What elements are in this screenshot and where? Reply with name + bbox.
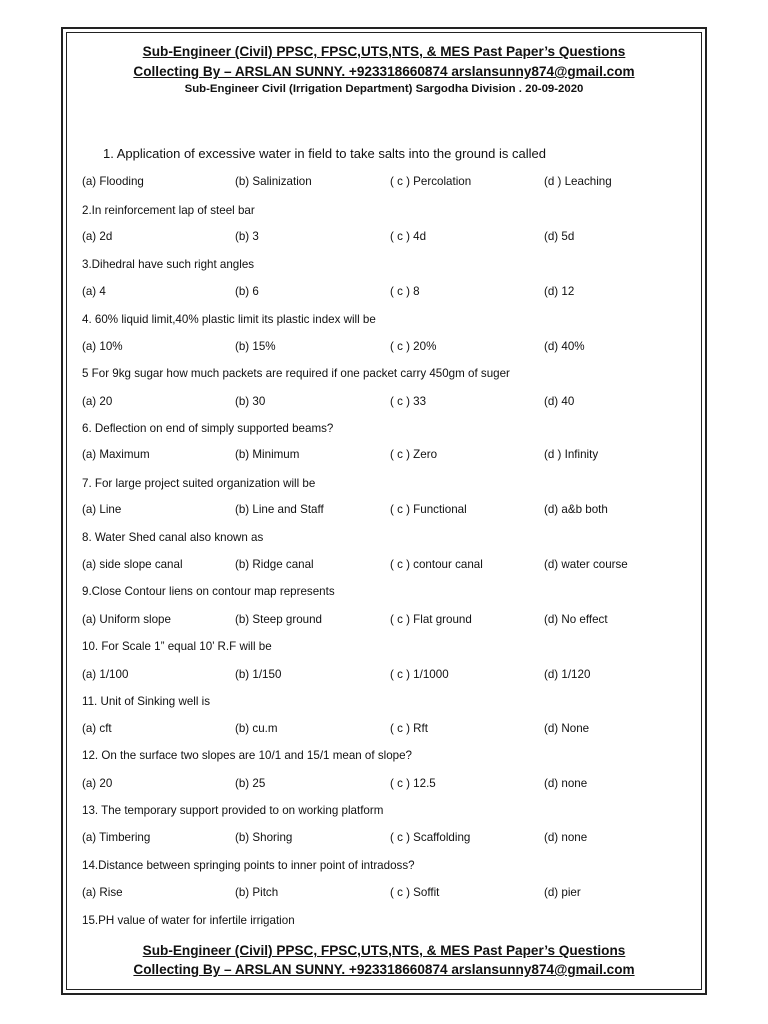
option-b: (b) Line and Staff — [235, 503, 324, 516]
options-row — [0, 777, 768, 793]
question-15: 15.PH value of water for infertile irrigation — [82, 914, 295, 927]
option-b: (b) Salinization — [235, 175, 312, 188]
option-d: (d) None — [544, 722, 590, 735]
options-row — [0, 722, 768, 738]
option-d: (d) 40% — [544, 340, 585, 353]
footer-collector: Collecting By – ARSLAN SUNNY. +923318660874 arslansunny874@gmail.com — [133, 962, 635, 977]
question-9: 9.Close Contour liens on contour map represents — [82, 585, 335, 598]
header-title: Sub-Engineer (Civil) PPSC, FPSC,UTS,NTS, & MES Past Paper’s Questions — [142, 44, 626, 59]
option-c: ( c ) Functional — [390, 503, 467, 516]
option-d: (d) 5d — [544, 230, 575, 243]
question-1: 1. Application of excessive water in field to take salts into the ground is called — [103, 146, 546, 161]
option-b: (b) cu.m — [235, 722, 278, 735]
option-a: (a) 2d — [82, 230, 113, 243]
question-11: 11. Unit of Sinking well is — [82, 695, 211, 708]
options-row — [0, 340, 768, 356]
option-b: (b) Ridge canal — [235, 558, 314, 571]
option-b: (b) Shoring — [235, 831, 293, 844]
options-row — [0, 395, 768, 411]
question-6: 6. Deflection on end of simply supported beams? — [82, 422, 334, 435]
option-a: (a) cft — [82, 722, 112, 735]
option-a: (a) 1/100 — [82, 668, 129, 681]
question-13: 13. The temporary support provided to on working platform — [82, 804, 384, 817]
header-subtitle: Sub-Engineer Civil (Irrigation Department) Sargodha Division . 20-09-2020 — [184, 83, 584, 95]
question-12: 12. On the surface two slopes are 10/1 and 15/1 mean of slope? — [82, 749, 412, 762]
option-c: ( c ) 20% — [390, 340, 437, 353]
option-b: (b) 3 — [235, 230, 259, 243]
option-a: (a) Line — [82, 503, 122, 516]
option-b: (b) Pitch — [235, 886, 279, 899]
option-c: ( c ) Soffit — [390, 886, 440, 899]
options-row — [0, 613, 768, 629]
options-row — [0, 448, 768, 464]
option-a: (a) Timbering — [82, 831, 151, 844]
option-d: (d) No effect — [544, 613, 608, 626]
option-d: (d) a&b both — [544, 503, 608, 516]
options-row — [0, 230, 768, 246]
question-14: 14.Distance between springing points to inner point of intradoss? — [82, 859, 415, 872]
option-a: (a) 10% — [82, 340, 123, 353]
option-b: (b) 6 — [235, 285, 259, 298]
option-d: (d) none — [544, 777, 588, 790]
question-4: 4. 60% liquid limit,40% plastic limit its plastic index will be — [82, 313, 376, 326]
option-d: (d ) Infinity — [544, 448, 599, 461]
option-a: (a) Uniform slope — [82, 613, 171, 626]
option-c: ( c ) 8 — [390, 285, 420, 298]
option-d: (d) pier — [544, 886, 581, 899]
question-8: 8. Water Shed canal also known as — [82, 531, 264, 544]
option-d: (d) 1/120 — [544, 668, 591, 681]
option-c: ( c ) 4d — [390, 230, 427, 243]
option-a: (a) Flooding — [82, 175, 144, 188]
option-b: (b) Minimum — [235, 448, 300, 461]
option-c: ( c ) Zero — [390, 448, 438, 461]
option-d: (d) 12 — [544, 285, 575, 298]
option-c: ( c ) Rft — [390, 722, 428, 735]
question-2: 2.In reinforcement lap of steel bar — [82, 204, 255, 217]
option-a: (a) Maximum — [82, 448, 150, 461]
option-b: (b) 30 — [235, 395, 266, 408]
option-b: (b) Steep ground — [235, 613, 323, 626]
options-row — [0, 558, 768, 574]
options-row — [0, 668, 768, 684]
option-c: ( c ) contour canal — [390, 558, 483, 571]
options-row — [0, 503, 768, 519]
options-row — [0, 831, 768, 847]
option-d: (d) water course — [544, 558, 628, 571]
option-c: ( c ) 33 — [390, 395, 427, 408]
option-a: (a) 4 — [82, 285, 106, 298]
option-c: ( c ) Percolation — [390, 175, 472, 188]
option-d: (d) 40 — [544, 395, 575, 408]
option-c: ( c ) 12.5 — [390, 777, 436, 790]
option-a: (a) Rise — [82, 886, 123, 899]
option-c: ( c ) 1/1000 — [390, 668, 449, 681]
option-c: ( c ) Flat ground — [390, 613, 472, 626]
question-5: 5 For 9kg sugar how much packets are required if one packet carry 450gm of suger — [82, 367, 510, 380]
footer-title: Sub-Engineer (Civil) PPSC, FPSC,UTS,NTS, & MES Past Paper’s Questions — [142, 943, 626, 958]
option-b: (b) 25 — [235, 777, 266, 790]
option-d: (d ) Leaching — [544, 175, 612, 188]
question-3: 3.Dihedral have such right angles — [82, 258, 255, 271]
options-row — [0, 886, 768, 902]
option-a: (a) side slope canal — [82, 558, 183, 571]
options-row — [0, 175, 768, 191]
options-row — [0, 285, 768, 301]
question-10: 10. For Scale 1” equal 10’ R.F will be — [82, 640, 272, 653]
option-b: (b) 15% — [235, 340, 276, 353]
option-b: (b) 1/150 — [235, 668, 282, 681]
option-d: (d) none — [544, 831, 588, 844]
option-a: (a) 20 — [82, 777, 113, 790]
header-collector: Collecting By – ARSLAN SUNNY. +923318660874 arslansunny874@gmail.com — [133, 64, 635, 79]
option-a: (a) 20 — [82, 395, 113, 408]
question-7: 7. For large project suited organization will be — [82, 477, 316, 490]
option-c: ( c ) Scaffolding — [390, 831, 471, 844]
